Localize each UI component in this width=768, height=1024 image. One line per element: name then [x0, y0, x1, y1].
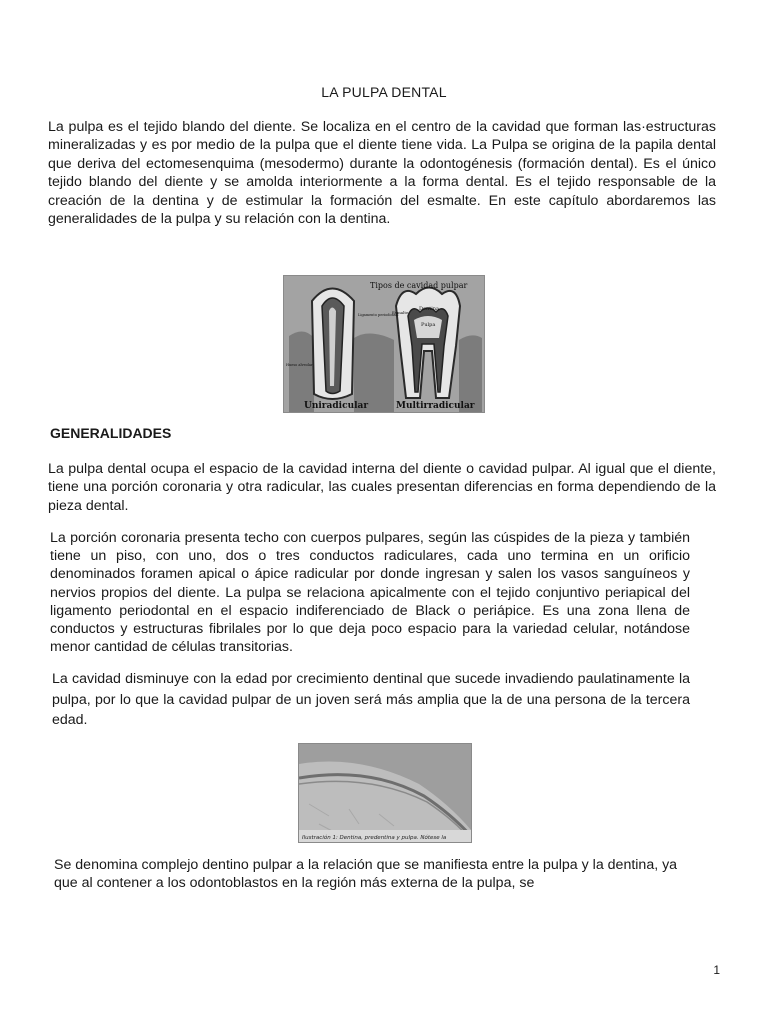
pulp-cavity-figure — [283, 275, 485, 413]
paragraph-generalidades-1: La pulpa dental ocupa el espacio de la cavidad interna del diente o cavidad pulpar. Al igual que el diente, tiene una porción coronaria y otra radicular, las cuales presentan diferencias en forma dependiendo de la pieza dental. — [48, 461, 716, 514]
label-uniradicular: Uniradicular — [304, 401, 369, 411]
micrograph-illustration — [299, 744, 471, 842]
paragraph-generalidades-3: La cavidad disminuye con la edad por crecimiento dentinal que sucede invadiendo paulatinamente la pulpa, por lo que la cavidad pulpar de un joven será más amplia que la de una persona de la tercera edad. — [52, 671, 690, 728]
dentin-pulp-micrograph — [298, 743, 472, 843]
label-dentina: Dentina — [419, 306, 439, 312]
label-pulpa: Pulpa — [421, 322, 436, 328]
section-heading: GENERALIDADES — [50, 425, 172, 441]
intro-paragraph: La pulpa es el tejido blando del diente. Se localiza en el centro de la cavidad que forman las·estructuras mineralizadas y es por medio de la pulpa que el diente tiene vida. La Pulpa se origina de la papila dental que deriva del ectomesenquima (mesodermo) durante la odontogénesis (formación dental). Es el único tejido blando del diente y se amolda interiormente a la forma dental. Es el tejido responsable de la creación de la dentina y de estimular la formación del esmalte. En este capítulo abordaremos las generalidades de la pulpa y su relación con la dentina. — [48, 119, 716, 228]
label-esmalte: Esmalte — [392, 310, 409, 315]
figure1-caption: Tipos de cavidad pulpar — [370, 281, 468, 290]
document-title: LA PULPA DENTAL — [321, 84, 447, 100]
pulp-cavity-illustration — [284, 276, 484, 412]
paragraph-generalidades-2: La porción coronaria presenta techo con cuerpos pulpares, según las cúspides de la pieza y también tiene un piso, con uno, dos o tres conductos radiculares, cada uno termina en un orificio denominados foramen apical o ápice radicular por donde ingresan y salen los vasos sanguíneos y nervios propios del diente. La pulpa se relaciona apicalmente con el tejido conjuntivo periapical del ligamento periodontal en el espacio indiferenciado de Black o periápice. Es una zona llena de conductos y estructuras fibrilales por lo que deja poco espacio para la variedad celular, notándose menor cantidad de células transitorias. — [50, 530, 690, 656]
figure2-caption: Ilustración 1: Dentina, predentina y pulpa. Nótese la — [302, 835, 447, 841]
label-hueso: Hueso alveolar — [286, 363, 313, 367]
page-number: 1 — [713, 963, 720, 977]
label-multirradicular: Multirradicular — [396, 401, 475, 411]
label-ligamento: Ligamento periodontal — [358, 313, 399, 317]
paragraph-complejo: Se denomina complejo dentino pulpar a la relación que se manifiesta entre la pulpa y la dentina, ya que al contener a los odontoblastos en la región más externa de la pulpa, se — [54, 857, 678, 892]
